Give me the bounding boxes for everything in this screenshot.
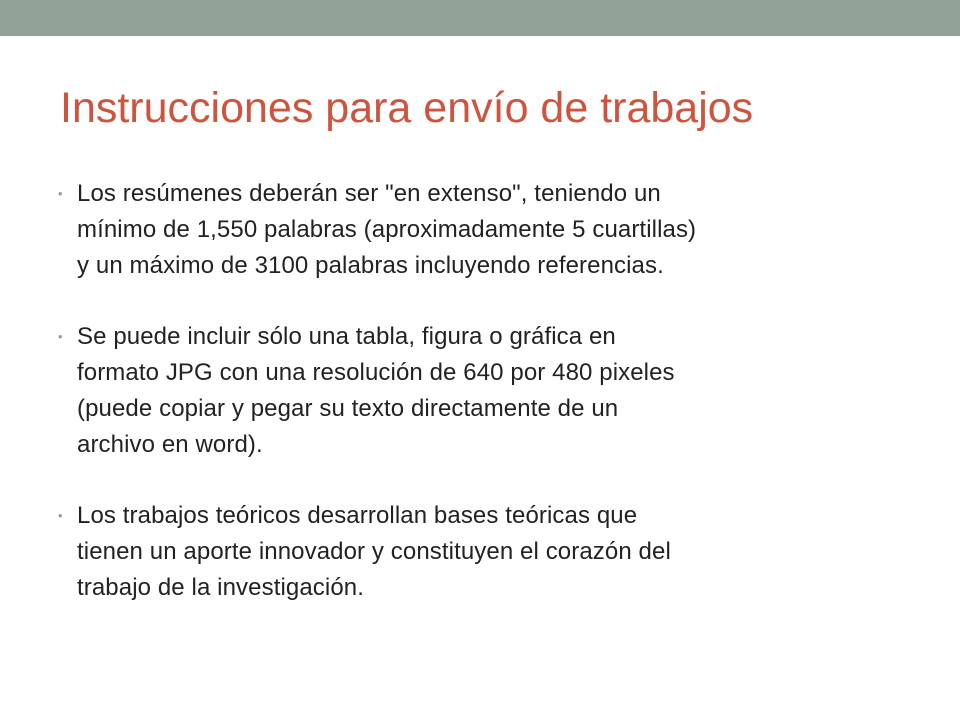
bullet-line: formato JPG con una resolución de 640 por 480 pixeles bbox=[77, 359, 675, 386]
bullet-line: tienen un aporte innovador y constituyen el corazón del bbox=[77, 538, 671, 565]
bullet-line: trabajo de la investigación. bbox=[77, 574, 364, 601]
bullet-line: archivo en word). bbox=[77, 431, 263, 458]
bullet-line: Los resúmenes deberán ser "en extenso", teniendo un bbox=[77, 180, 661, 207]
bullet-dot-icon: • bbox=[58, 508, 63, 523]
bullet-item-2 bbox=[58, 319, 920, 463]
bullet-item-3 bbox=[58, 498, 920, 606]
bullet-dot-icon: • bbox=[58, 329, 63, 344]
slide-title: Instrucciones para envío de trabajos bbox=[60, 84, 754, 132]
bullet-line: Los trabajos teóricos desarrollan bases teóricas que bbox=[77, 502, 638, 529]
top-accent-bar bbox=[0, 0, 960, 36]
bullet-dot-icon: • bbox=[58, 186, 63, 201]
bullet-line: Se puede incluir sólo una tabla, figura o gráfica en bbox=[77, 323, 616, 350]
bullet-item-1 bbox=[58, 176, 920, 284]
bullet-line: mínimo de 1,550 palabras (aproximadamente 5 cuartillas) bbox=[77, 216, 697, 243]
bullet-line: (puede copiar y pegar su texto directamente de un bbox=[77, 395, 619, 422]
bullet-line: y un máximo de 3100 palabras incluyendo referencias. bbox=[77, 252, 664, 279]
bullet-list bbox=[58, 176, 920, 606]
